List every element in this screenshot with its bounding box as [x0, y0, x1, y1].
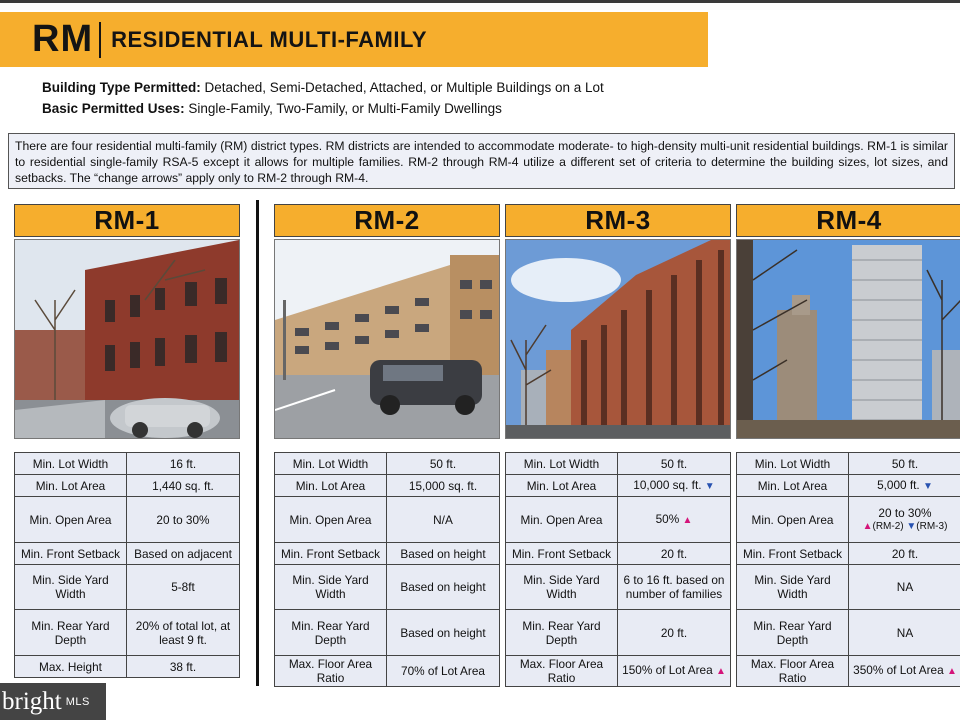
district-table-rm4: [736, 452, 960, 687]
district-heading: RM-4: [736, 204, 960, 237]
row-value-text: 5,000 ft.: [877, 477, 920, 492]
row-value: NA: [849, 610, 960, 656]
top-rule: [0, 0, 960, 3]
row-label: Min. Front Setback: [506, 543, 618, 565]
increase-arrow-icon: ▲: [682, 514, 693, 526]
row-label: Min. Lot Width: [506, 453, 618, 475]
decrease-arrow-icon: ▼: [906, 520, 917, 532]
row-label: Min. Side Yard Width: [275, 565, 387, 610]
permitted-uses-line: [42, 98, 604, 119]
decrease-arrow-icon: ▼: [704, 480, 715, 492]
row-label: Max. Height: [15, 656, 127, 678]
row-label: Min. Side Yard Width: [737, 565, 849, 610]
row-value: 50 ft.: [387, 453, 500, 475]
intro-paragraph: There are four residential multi-family (RM) district types. RM districts are intended to accommodate moderate- to high-density multi-unit residential buildings. RM-1 is similar to residential single-family RSA-5 except it allows for multiple families. RM-2 through RM-4 utilize a different set of criteria to determine the building sizes, lot sizes, and setbacks. The “change arrows” apply only to RM-2 through RM-4.: [8, 133, 955, 189]
row-label: Min. Open Area: [737, 497, 849, 543]
row-value-text: 10,000 sq. ft.: [633, 477, 702, 492]
row-label: Min. Lot Area: [506, 475, 618, 497]
row-value: [849, 475, 960, 497]
row-label: Min. Open Area: [275, 497, 387, 543]
row-value: 1,440 sq. ft.: [127, 475, 240, 497]
permitted-info: [42, 77, 604, 119]
row-value: 20 to 30%: [127, 497, 240, 543]
district-heading: RM-3: [505, 204, 731, 237]
row-value: 38 ft.: [127, 656, 240, 678]
building-type-line: [42, 77, 604, 98]
row-value: [849, 656, 960, 687]
row-label: Max. Floor Area Ratio: [737, 656, 849, 687]
row-value: Based on height: [387, 610, 500, 656]
row-value: [618, 475, 731, 497]
district-column-rm3: [505, 204, 731, 439]
district-photo-midrise: [505, 239, 731, 439]
row-value: 5-8ft: [127, 565, 240, 610]
row-label: Min. Rear Yard Depth: [737, 610, 849, 656]
banner-divider: [99, 22, 101, 58]
note-rm3: (RM-3): [916, 520, 948, 532]
district-photo-lowrise: [274, 239, 500, 439]
district-column-rm1: [14, 204, 240, 439]
watermark-sub: MLS: [65, 695, 90, 708]
district-heading: RM-1: [14, 204, 240, 237]
permitted-uses-label: Basic Permitted Uses:: [42, 101, 185, 116]
building-type-label: Building Type Permitted:: [42, 80, 201, 95]
district-photo-highrise: [736, 239, 960, 439]
district-heading: RM-2: [274, 204, 500, 237]
row-value: Based on adjacent: [127, 543, 240, 565]
increase-arrow-icon: ▲: [946, 666, 957, 677]
increase-arrow-icon: ▲: [862, 520, 873, 532]
district-photo-rowhouses: [14, 239, 240, 439]
row-value: [849, 497, 960, 543]
row-label: Min. Lot Width: [737, 453, 849, 475]
row-value-text: 50%: [655, 511, 680, 526]
row-label: Min. Open Area: [506, 497, 618, 543]
row-value: Based on height: [387, 543, 500, 565]
row-label: Min. Lot Width: [275, 453, 387, 475]
row-value: 20 ft.: [849, 543, 960, 565]
district-column-rm2: [274, 204, 500, 439]
bright-mls-watermark: [0, 683, 106, 720]
row-value: 70% of Lot Area: [387, 656, 500, 687]
row-label: Min. Lot Area: [737, 475, 849, 497]
district-table-rm2: [274, 452, 500, 687]
row-value: 20% of total lot, at least 9 ft.: [127, 610, 240, 656]
row-label: Max. Floor Area Ratio: [506, 656, 618, 687]
district-table-rm1: [14, 452, 240, 678]
row-value-text: 20 to 30%: [878, 505, 932, 520]
row-label: Min. Rear Yard Depth: [506, 610, 618, 656]
row-label: Min. Side Yard Width: [506, 565, 618, 610]
row-value-text: 150% of Lot Area: [622, 663, 713, 677]
row-value: N/A: [387, 497, 500, 543]
row-label: Max. Floor Area Ratio: [275, 656, 387, 687]
row-value: 20 ft.: [618, 543, 731, 565]
increase-arrow-icon: ▲: [715, 666, 726, 677]
column-divider: [256, 200, 259, 686]
permitted-uses-value: Single-Family, Two-Family, or Multi-Family Dwellings: [184, 101, 502, 116]
row-value: 50 ft.: [618, 453, 731, 475]
row-value: 15,000 sq. ft.: [387, 475, 500, 497]
note-rm2: (RM-2): [872, 520, 904, 532]
row-value: 16 ft.: [127, 453, 240, 475]
row-value: [618, 497, 731, 543]
row-label: Min. Rear Yard Depth: [275, 610, 387, 656]
row-value-text: 350% of Lot Area: [853, 663, 944, 677]
decrease-arrow-icon: ▼: [923, 480, 933, 492]
watermark-logo: bright: [2, 687, 62, 715]
row-value: NA: [849, 565, 960, 610]
row-value: 20 ft.: [618, 610, 731, 656]
row-value: [618, 656, 731, 687]
row-value: Based on height: [387, 565, 500, 610]
row-label: Min. Front Setback: [15, 543, 127, 565]
row-label: Min. Rear Yard Depth: [15, 610, 127, 656]
district-column-rm4: [736, 204, 960, 439]
row-label: Min. Open Area: [15, 497, 127, 543]
row-label: Min. Front Setback: [737, 543, 849, 565]
row-label: Min. Side Yard Width: [15, 565, 127, 610]
row-label: Min. Lot Width: [15, 453, 127, 475]
building-type-value: Detached, Semi-Detached, Attached, or Multiple Buildings on a Lot: [200, 80, 604, 95]
page-banner: [0, 12, 708, 67]
row-label: Min. Lot Area: [275, 475, 387, 497]
row-label: Min. Front Setback: [275, 543, 387, 565]
banner-title: RESIDENTIAL MULTI-FAMILY: [111, 26, 428, 52]
row-value: 6 to 16 ft. based on number of families: [618, 565, 731, 610]
banner-code: RM: [32, 18, 94, 60]
district-table-rm3: [505, 452, 731, 687]
row-label: Min. Lot Area: [15, 475, 127, 497]
row-value: 50 ft.: [849, 453, 960, 475]
change-notes: [852, 520, 958, 534]
